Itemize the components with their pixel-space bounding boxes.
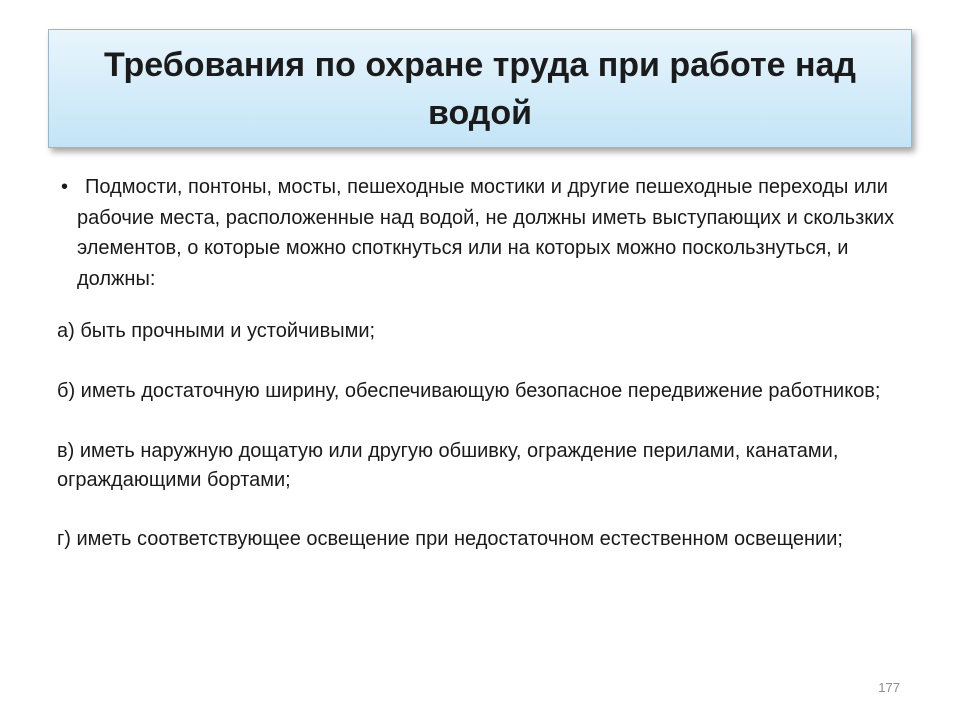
list-item-b: б) иметь достаточную ширину, обеспечивающую безопасное передвижение работников;	[57, 380, 881, 402]
bullet-text: Подмости, понтоны, мосты, пешеходные мостики и другие пешеходные переходы или рабочие места, расположенные над водой, не должны иметь выступающих и скользких элементов, о которые можно споткнуться или на которых можно поскользнуться, и должны:	[77, 176, 895, 290]
list-item-a: а) быть прочными и устойчивыми;	[57, 320, 376, 342]
slide-title-box	[48, 29, 912, 148]
bullet-marker: •	[61, 176, 69, 198]
list-item-d: г) иметь соответствующее освещение при недостаточном естественном освещении;	[57, 528, 843, 550]
slide-title: Требования по охране труда при работе над водой	[104, 45, 856, 132]
slide-body	[57, 172, 902, 554]
list-item-c: в) иметь наружную дощатую или другую обшивку, ограждение перилами, канатами, ограждающими бортами;	[57, 440, 839, 491]
page-number: 177	[878, 680, 900, 695]
bullet-item	[57, 172, 902, 294]
